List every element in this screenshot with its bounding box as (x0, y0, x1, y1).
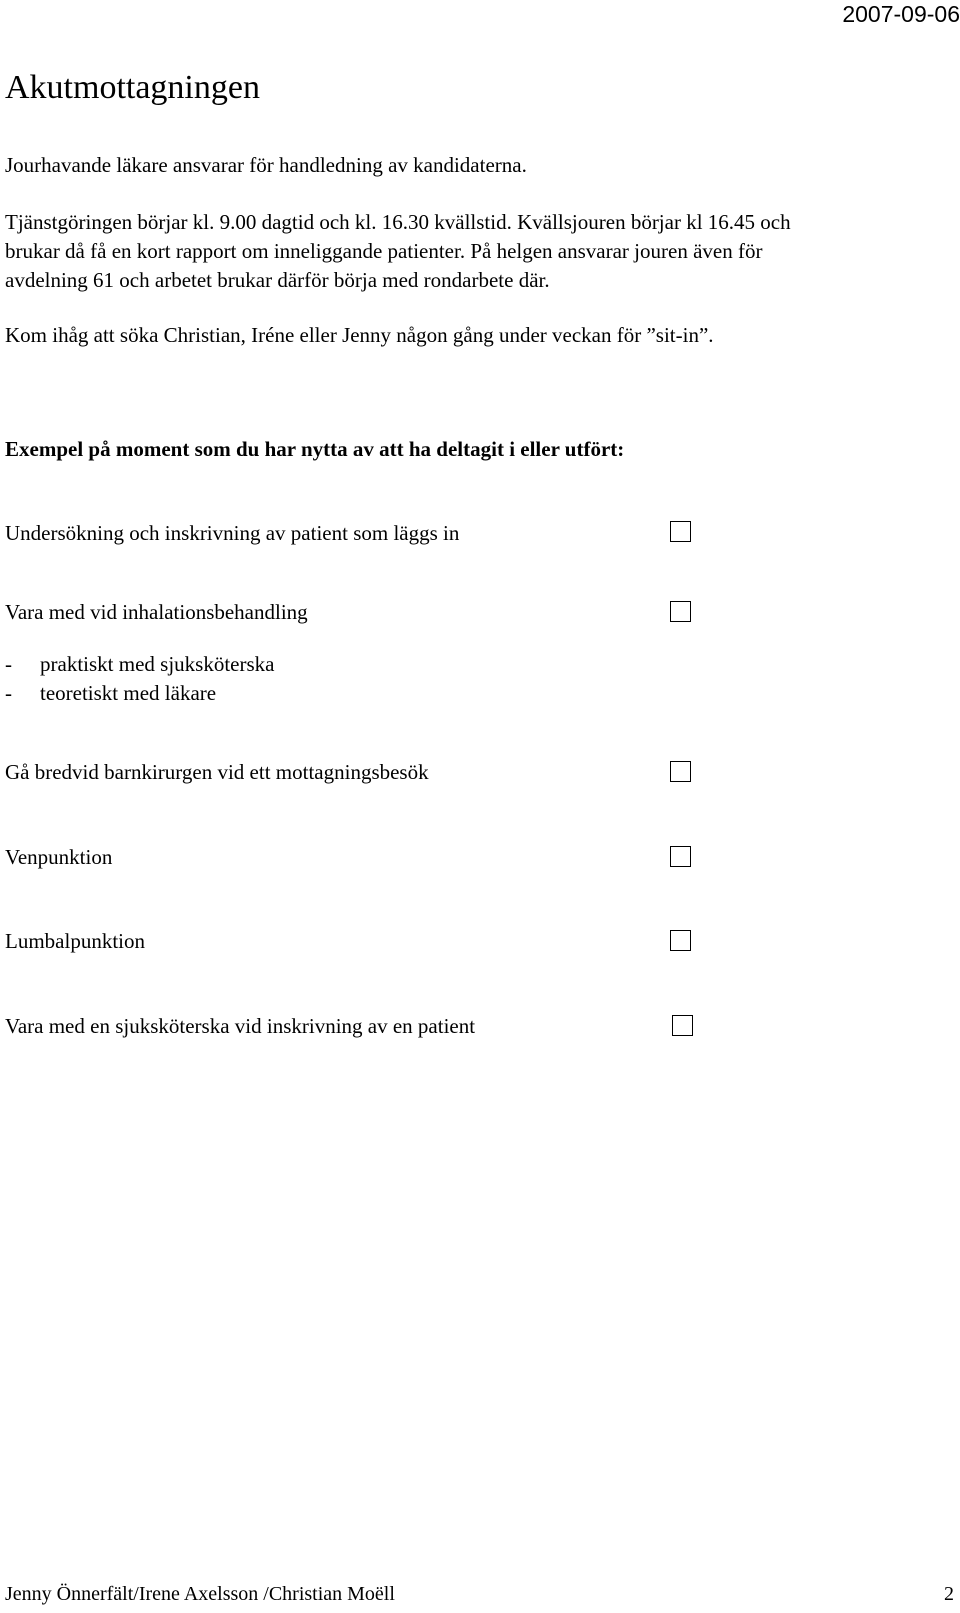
checklist-item-label: Vara med en sjuksköterska vid inskrivning av en patient (5, 1014, 476, 1038)
footer-page-number: 2 (944, 1583, 954, 1605)
sub-item-bullet: - (5, 681, 12, 705)
page-title: Akutmottagningen (5, 69, 260, 106)
checkbox[interactable] (670, 521, 691, 542)
sub-item (5, 678, 216, 708)
checkbox[interactable] (670, 846, 691, 867)
checkbox[interactable] (670, 601, 691, 622)
checklist-item-label: Gå bredvid barnkirurgen vid ett mottagningsbesök (5, 760, 429, 784)
checklist-item-label: Undersökning och inskrivning av patient som läggs in (5, 521, 460, 545)
checkbox[interactable] (670, 761, 691, 782)
paragraph-supervision: Jourhavande läkare ansvarar för handledning av kandidaterna. (5, 153, 527, 177)
checklist-heading: Exempel på moment som du har nytta av att ha deltagit i eller utfört: (5, 437, 625, 461)
checkbox[interactable] (672, 1015, 693, 1036)
paragraph-schedule-line-2: brukar då få en kort rapport om inneliggande patienter. På helgen ansvarar jouren även för (5, 239, 763, 263)
footer-authors: Jenny Önnerfält/Irene Axelsson /Christian Moëll (5, 1583, 395, 1605)
paragraph-schedule-line-1: Tjänstgöringen börjar kl. 9.00 dagtid och kl. 16.30 kvällstid. Kvällsjouren börjar kl 16.45 och (5, 210, 791, 234)
checkbox[interactable] (670, 930, 691, 951)
paragraph-schedule-line-3: avdelning 61 och arbetet brukar därför börja med rondarbete där. (5, 268, 550, 292)
checklist-item-label: Lumbalpunktion (5, 929, 145, 953)
checklist-item-label: Venpunktion (5, 845, 113, 869)
paragraph-sit-in: Kom ihåg att söka Christian, Iréne eller Jenny någon gång under veckan för ”sit-in”. (5, 323, 714, 347)
sub-item-bullet: - (5, 652, 12, 676)
checklist-item-label: Vara med vid inhalationsbehandling (5, 600, 308, 624)
header-date: 2007-09-06 (842, 1, 960, 27)
sub-item-label: praktiskt med sjuksköterska (40, 652, 275, 676)
sub-item (5, 649, 274, 679)
sub-item-label: teoretiskt med läkare (40, 681, 217, 705)
